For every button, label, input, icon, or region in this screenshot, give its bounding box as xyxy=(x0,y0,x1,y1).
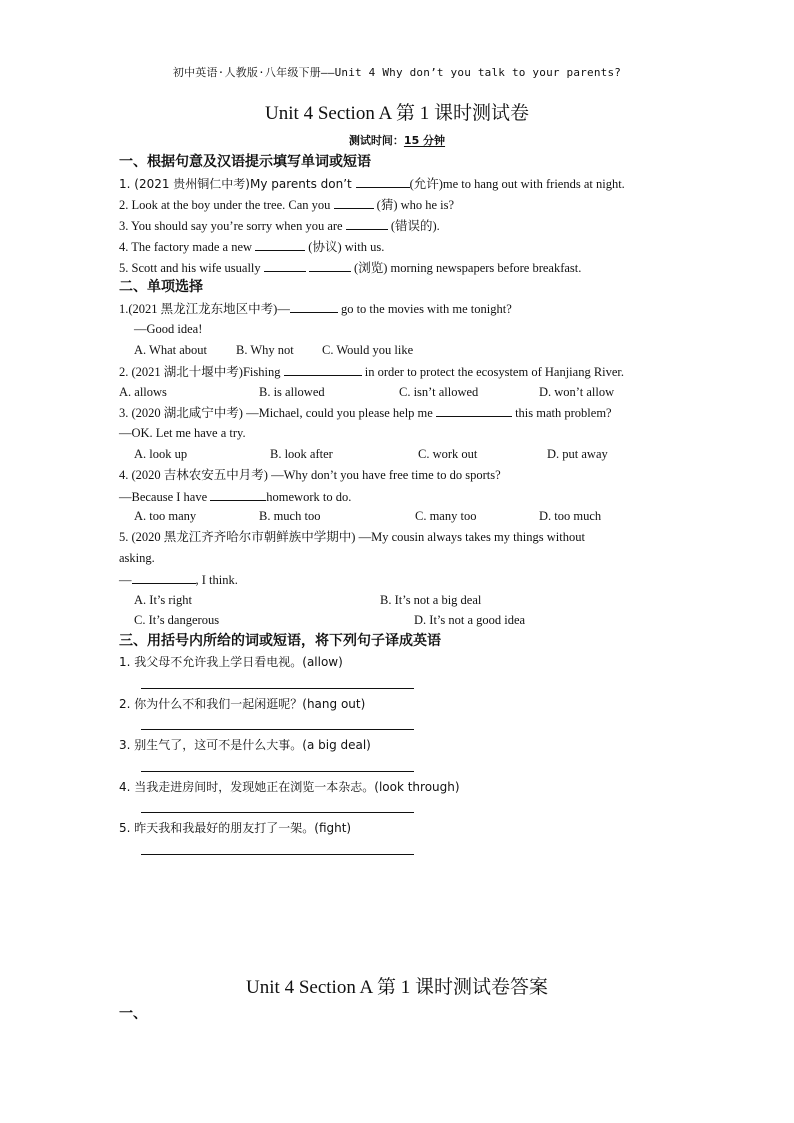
question-stem-cont: asking. xyxy=(119,551,155,565)
option-c[interactable]: C. It’s dangerous xyxy=(134,613,220,627)
question-stem: 2. (2021 湖北十堰中考)Fishing xyxy=(119,365,284,379)
translate-question-5: 5. 昨天我和我最好的朋友打了一架。(fight) xyxy=(119,821,352,835)
option-c[interactable]: C. work out xyxy=(418,447,478,461)
fill-question-1 xyxy=(119,175,625,192)
question-stem-end: (错误的). xyxy=(387,219,440,233)
option-a[interactable]: A. It’s right xyxy=(134,593,192,607)
answer-title: Unit 4 Section A 第 1 课时测试卷答案 xyxy=(246,977,548,998)
fill-question-2 xyxy=(119,196,454,213)
question-stem-end: (猜) who he is? xyxy=(373,198,455,212)
option-b[interactable]: B. look after xyxy=(270,447,333,461)
option-c[interactable]: C. Would you like xyxy=(322,343,414,357)
answer-blank[interactable] xyxy=(255,238,305,251)
answer-line[interactable] xyxy=(141,688,414,689)
question-stem: 1. (2021 贵州铜仁中考)My parents don’t xyxy=(119,177,356,191)
fill-question-4 xyxy=(119,238,384,255)
test-time-value: 15 分钟 xyxy=(403,134,446,147)
answer-line[interactable] xyxy=(141,812,414,813)
test-time-label: 测试时间： xyxy=(348,134,404,147)
option-d[interactable]: D. put away xyxy=(547,447,608,461)
choice-question-5: 5. (2020 黑龙江齐齐哈尔市朝鲜族中学期中) —My cousin always takes my things without xyxy=(119,530,585,544)
question-stem: 4. The factory made a new xyxy=(119,240,256,254)
answer-blank[interactable] xyxy=(284,363,362,376)
running-header: 初中英语·人教版·八年级下册——Unit 4 Why don’t you talk to your parents? xyxy=(172,66,622,79)
question-stem: 2. Look at the boy under the tree. Can you xyxy=(119,198,334,212)
answer-line[interactable] xyxy=(141,771,414,772)
reply-end: , I think. xyxy=(195,573,238,587)
translate-question-1: 1. 我父母不允许我上学日看电视。(allow) xyxy=(119,655,343,669)
translate-question-2: 2. 你为什么不和我们一起闲逛呢？(hang out) xyxy=(119,697,366,711)
option-b[interactable]: B. is allowed xyxy=(259,385,325,399)
choice-question-2 xyxy=(119,363,624,380)
test-time xyxy=(0,132,794,148)
reply-start: —Because I have xyxy=(119,490,211,504)
answer-blank[interactable] xyxy=(264,259,306,272)
answer-blank[interactable] xyxy=(290,300,338,313)
answer-line[interactable] xyxy=(141,729,414,730)
answer-blank[interactable] xyxy=(210,488,266,501)
question-stem-end: in order to protect the ecosystem of Hanjiang River. xyxy=(361,365,625,379)
answer-line[interactable] xyxy=(141,854,414,855)
dialog-reply: —OK. Let me have a try. xyxy=(119,426,246,440)
question-stem-end: (浏览) morning newspapers before breakfast. xyxy=(350,261,582,275)
option-a[interactable]: A. allows xyxy=(119,385,167,399)
question-stem: 5. Scott and his wife usually xyxy=(119,261,264,275)
question-stem-end: (允许)me to hang out with friends at night. xyxy=(409,177,625,191)
answer-blank[interactable] xyxy=(132,571,196,584)
option-b[interactable]: B. It’s not a big deal xyxy=(380,593,482,607)
question-stem-end: this math problem? xyxy=(511,406,612,420)
dialog-reply xyxy=(119,488,351,505)
option-c[interactable]: C. many too xyxy=(415,509,477,523)
answer-blank[interactable] xyxy=(334,196,374,209)
answer-section-1: 一、 xyxy=(119,1006,147,1022)
question-stem: 1.(2021 黑龙江龙东地区中考)— xyxy=(119,302,290,316)
question-stem: 3. You should say you’re sorry when you are xyxy=(119,219,346,233)
answer-blank[interactable] xyxy=(346,217,388,230)
section-heading-1: 一、根据句意及汉语提示填写单词或短语 xyxy=(119,154,371,170)
question-stem-end: go to the movies with me tonight? xyxy=(337,302,512,316)
dialog-reply: —Good idea! xyxy=(134,322,203,336)
section-heading-2: 二、单项选择 xyxy=(119,279,203,295)
answer-blank[interactable] xyxy=(309,259,351,272)
option-c[interactable]: C. isn’t allowed xyxy=(399,385,479,399)
option-a[interactable]: A. too many xyxy=(134,509,197,523)
choice-question-4: 4. (2020 吉林农安五中月考) —Why don’t you have free time to do sports? xyxy=(119,468,501,482)
option-b[interactable]: B. Why not xyxy=(236,343,294,357)
option-a[interactable]: A. look up xyxy=(134,447,188,461)
question-stem-end: (协议) with us. xyxy=(305,240,385,254)
option-d[interactable]: D. too much xyxy=(539,509,602,523)
answer-blank[interactable] xyxy=(356,175,410,188)
choice-question-1 xyxy=(119,300,512,317)
translate-question-3: 3. 别生气了，这可不是什么大事。(a big deal) xyxy=(119,738,371,752)
reply-start: — xyxy=(119,573,132,587)
fill-question-3 xyxy=(119,217,440,234)
option-b[interactable]: B. much too xyxy=(259,509,321,523)
question-stem: 3. (2020 湖北咸宁中考) —Michael, could you please help me xyxy=(119,406,436,420)
reply-end: homework to do. xyxy=(266,490,352,504)
option-d[interactable]: D. won’t allow xyxy=(539,385,615,399)
answer-blank[interactable] xyxy=(436,404,512,417)
option-a[interactable]: A. What about xyxy=(134,343,208,357)
page-title: Unit 4 Section A 第 1 课时测试卷 xyxy=(265,103,529,124)
choice-question-3 xyxy=(119,404,612,421)
section-heading-3: 三、用括号内所给的词或短语，将下列句子译成英语 xyxy=(119,633,441,649)
fill-question-5 xyxy=(119,259,581,276)
dialog-reply xyxy=(119,571,238,588)
translate-question-4: 4. 当我走进房间时，发现她正在浏览一本杂志。(look through) xyxy=(119,780,460,794)
option-d[interactable]: D. It’s not a good idea xyxy=(414,613,526,627)
